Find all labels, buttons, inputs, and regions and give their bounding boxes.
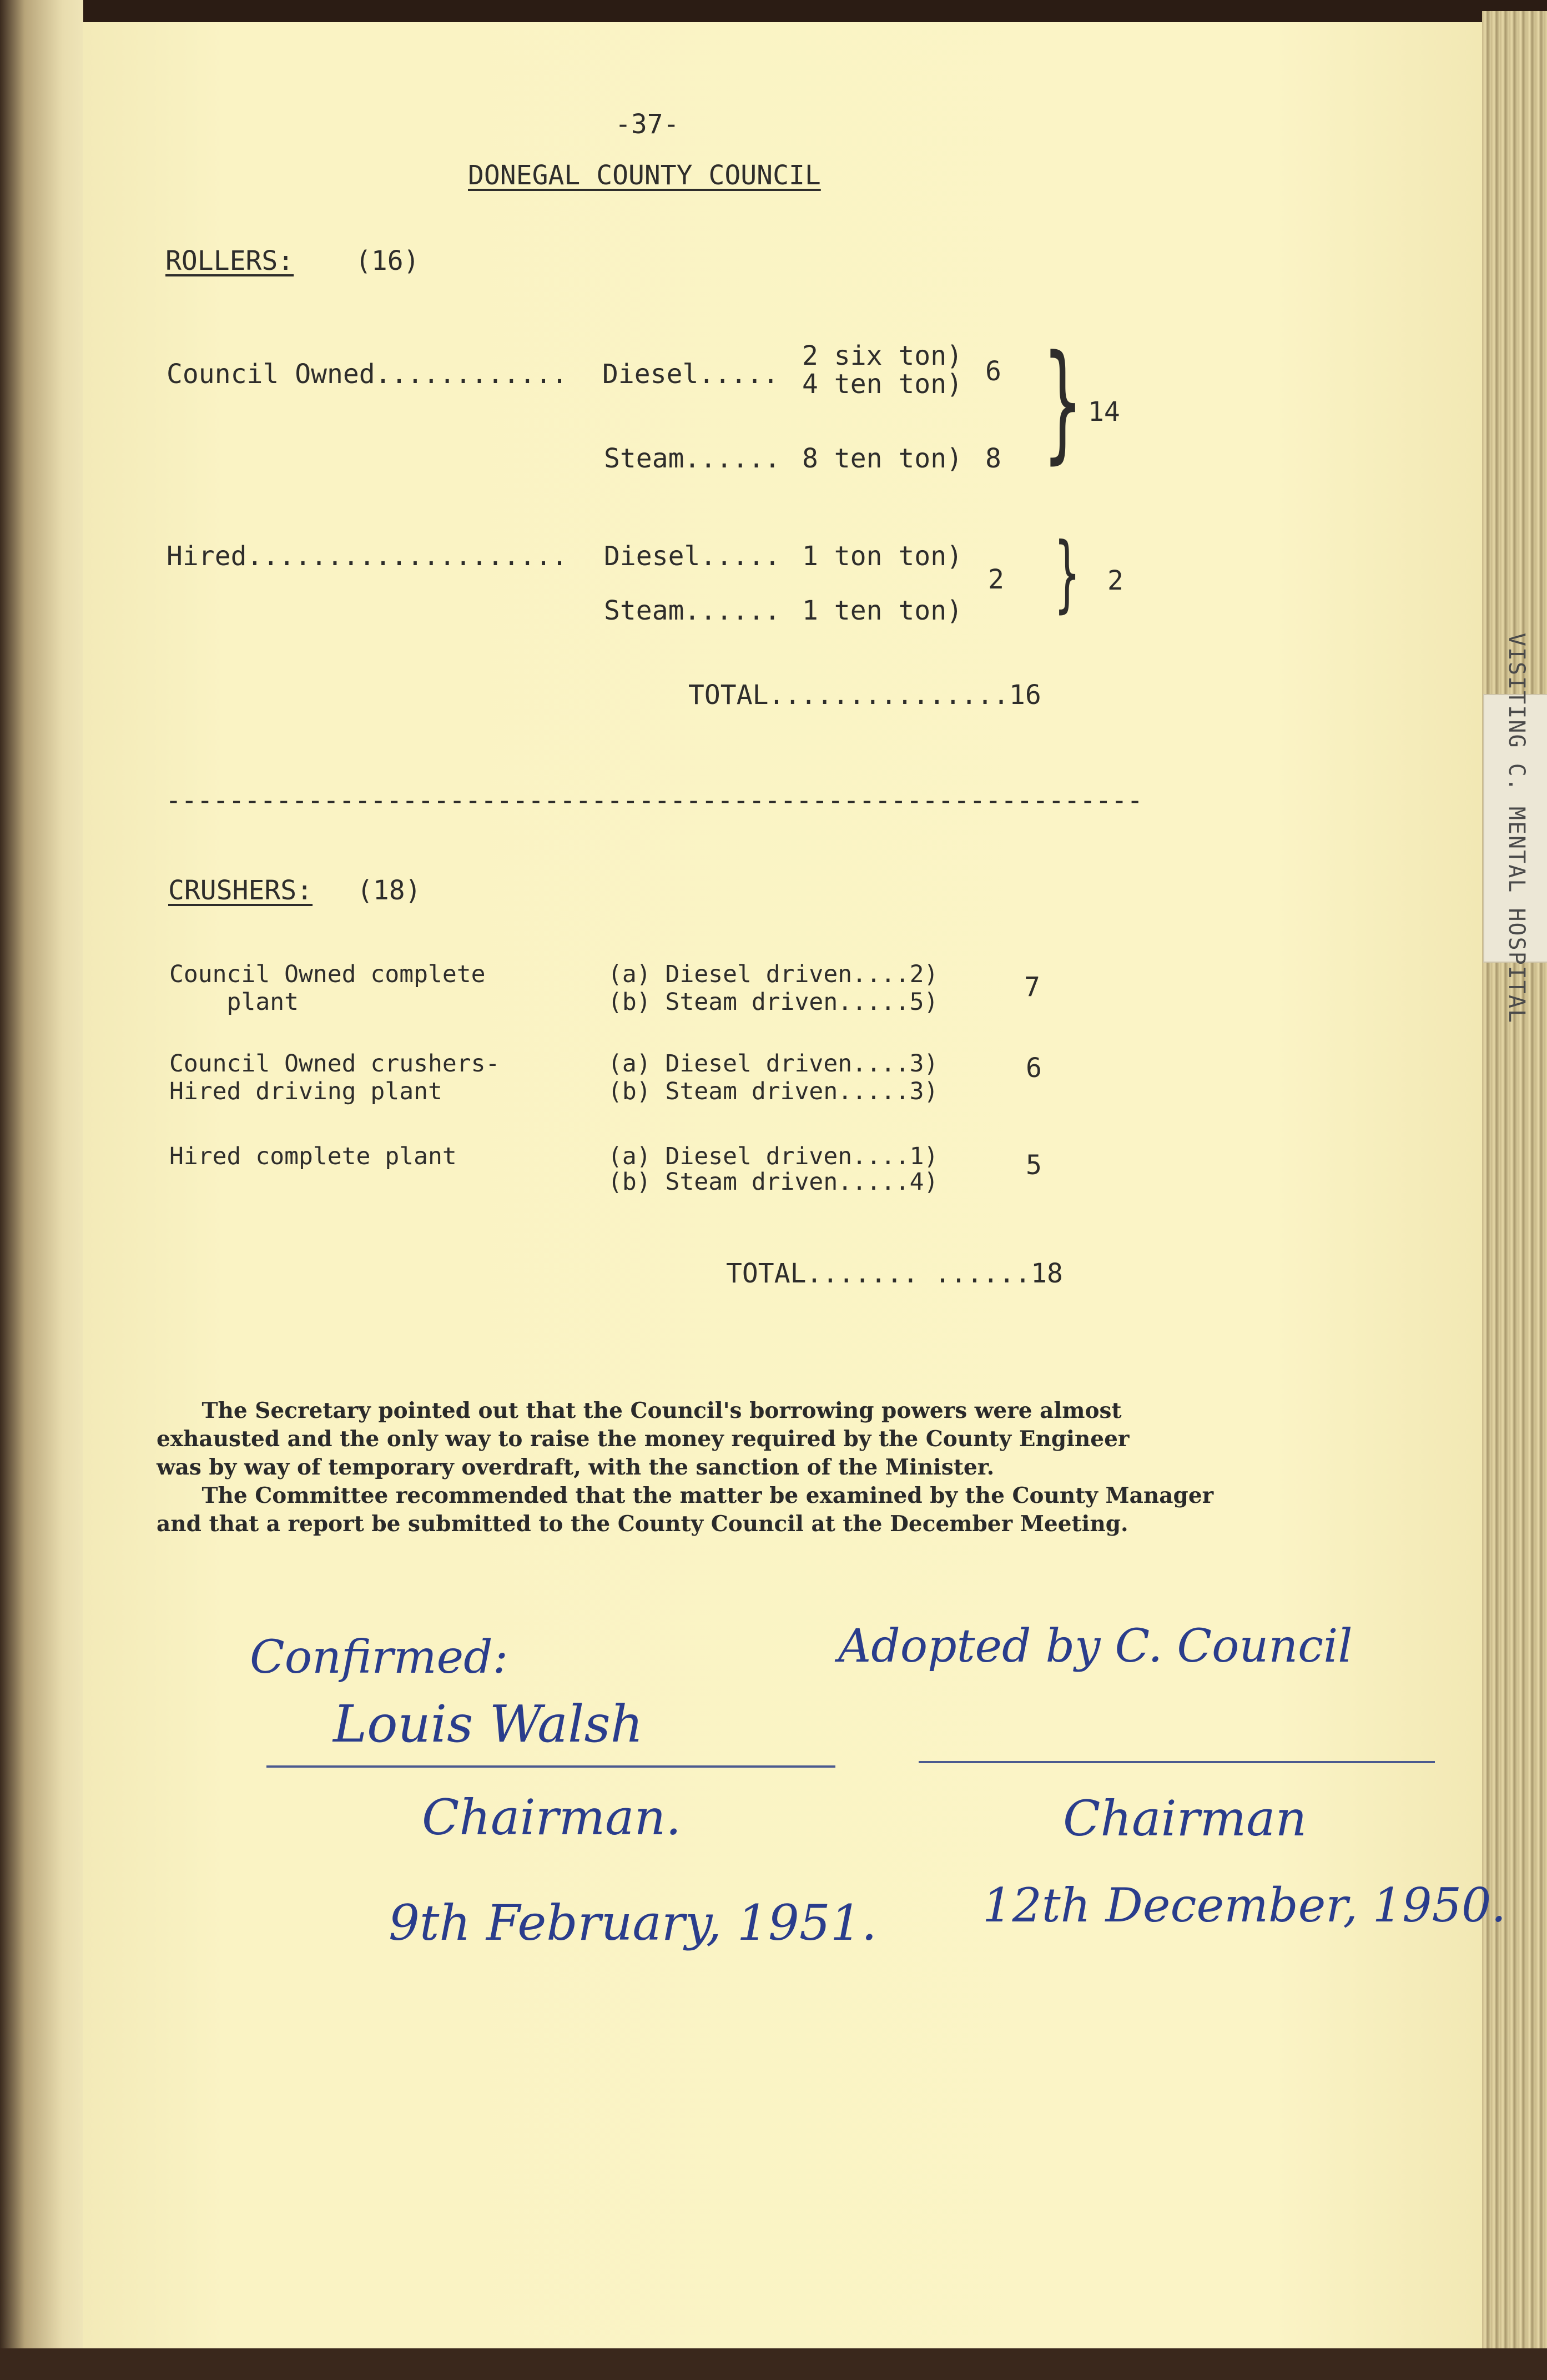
crushers-total: TOTAL....... ......18 xyxy=(726,1258,1063,1289)
crusher-row-diesel: (a) Diesel driven....1) xyxy=(608,1143,939,1170)
diesel-subtotal: 6 xyxy=(985,356,1001,387)
crusher-row-label: Hired complete plant xyxy=(169,1143,457,1170)
crusher-row-total: 5 xyxy=(1026,1150,1042,1181)
binding-bottom xyxy=(0,2348,1547,2380)
diesel-ten-ton: 4 ten ton) xyxy=(802,369,963,400)
paragraph-line: The Secretary pointed out that the Council's borrowing powers were almost xyxy=(157,1398,1122,1423)
rollers-total: TOTAL...............16 xyxy=(688,680,1041,711)
council-owned-label: Council Owned............ xyxy=(167,359,568,390)
crusher-row-steam: (b) Steam driven.....3) xyxy=(608,1078,939,1105)
crusher-row-label: Council Owned complete xyxy=(169,960,486,988)
right-signature-line xyxy=(919,1761,1435,1763)
crusher-row-diesel: (a) Diesel driven....2) xyxy=(608,960,939,988)
steam-subtotal: 8 xyxy=(985,443,1001,474)
paragraph-line: exhausted and the only way to raise the money required by the County Engineer xyxy=(157,1426,1130,1452)
index-tab xyxy=(1483,632,1547,1024)
adopted-handwriting: Adopted by C. Council xyxy=(838,1620,1353,1673)
steam-ten-ton: 8 ten ton) xyxy=(802,443,963,474)
hired-subtotal: 2 xyxy=(988,564,1004,595)
crusher-row-diesel: (a) Diesel driven....3) xyxy=(608,1050,939,1078)
hired-diesel-label: Diesel..... xyxy=(604,541,780,572)
paragraph-line: was by way of temporary overdraft, with the sanction of the Minister. xyxy=(157,1455,995,1480)
hired-steam-label: Steam...... xyxy=(604,595,780,626)
hired-total: 2 xyxy=(1107,565,1123,596)
diesel-label: Diesel..... xyxy=(602,359,779,390)
paragraph-line: The Committee recommended that the matter be examined by the County Manager xyxy=(157,1483,1214,1508)
rollers-count: (16) xyxy=(355,245,420,276)
crushers-count: (18) xyxy=(357,875,421,906)
left-chairman-label: Chairman. xyxy=(422,1789,682,1846)
crusher-row-label-2: Hired driving plant xyxy=(169,1078,442,1105)
hired-diesel-ton: 1 ton ton) xyxy=(802,541,963,572)
steam-label: Steam...... xyxy=(604,443,780,474)
hired-brace: } xyxy=(1055,525,1080,622)
left-page-edge xyxy=(0,0,83,2380)
crusher-row-total: 6 xyxy=(1026,1053,1042,1084)
chairman-signature: Louis Walsh xyxy=(333,1694,643,1754)
left-date: 9th February, 1951. xyxy=(389,1894,877,1951)
crusher-row-label: Council Owned crushers- xyxy=(169,1050,500,1078)
document-heading: DONEGAL COUNTY COUNCIL xyxy=(468,160,821,191)
crusher-row-total: 7 xyxy=(1024,972,1040,1003)
rollers-title: ROLLERS: xyxy=(165,245,294,276)
left-signature-line xyxy=(266,1765,835,1768)
owned-total: 14 xyxy=(1088,396,1120,427)
crusher-row-steam: (b) Steam driven.....4) xyxy=(608,1168,939,1196)
owned-brace: } xyxy=(1044,328,1082,476)
page-number: -37- xyxy=(615,109,679,140)
crusher-row-steam: (b) Steam driven.....5) xyxy=(608,988,939,1016)
hired-steam-ton: 1 ten ton) xyxy=(802,595,963,626)
section-separator: -------------------------------------------------------------- xyxy=(165,785,1143,816)
hired-label: Hired.................... xyxy=(167,541,568,572)
crushers-title: CRUSHERS: xyxy=(168,875,313,906)
index-tab-label: VISITING C. MENTAL HOSPITAL xyxy=(1503,632,1529,1024)
confirmed-handwriting: Confirmed: xyxy=(250,1631,508,1684)
right-date: 12th December, 1950. xyxy=(982,1878,1506,1933)
paragraph-line: and that a report be submitted to the County Council at the December Meeting. xyxy=(157,1511,1128,1537)
right-page-stack xyxy=(1482,11,1547,2376)
right-chairman-label: Chairman xyxy=(1063,1790,1307,1847)
crusher-row-label-2: plant xyxy=(169,988,299,1016)
diesel-six-ton: 2 six ton) xyxy=(802,340,963,371)
